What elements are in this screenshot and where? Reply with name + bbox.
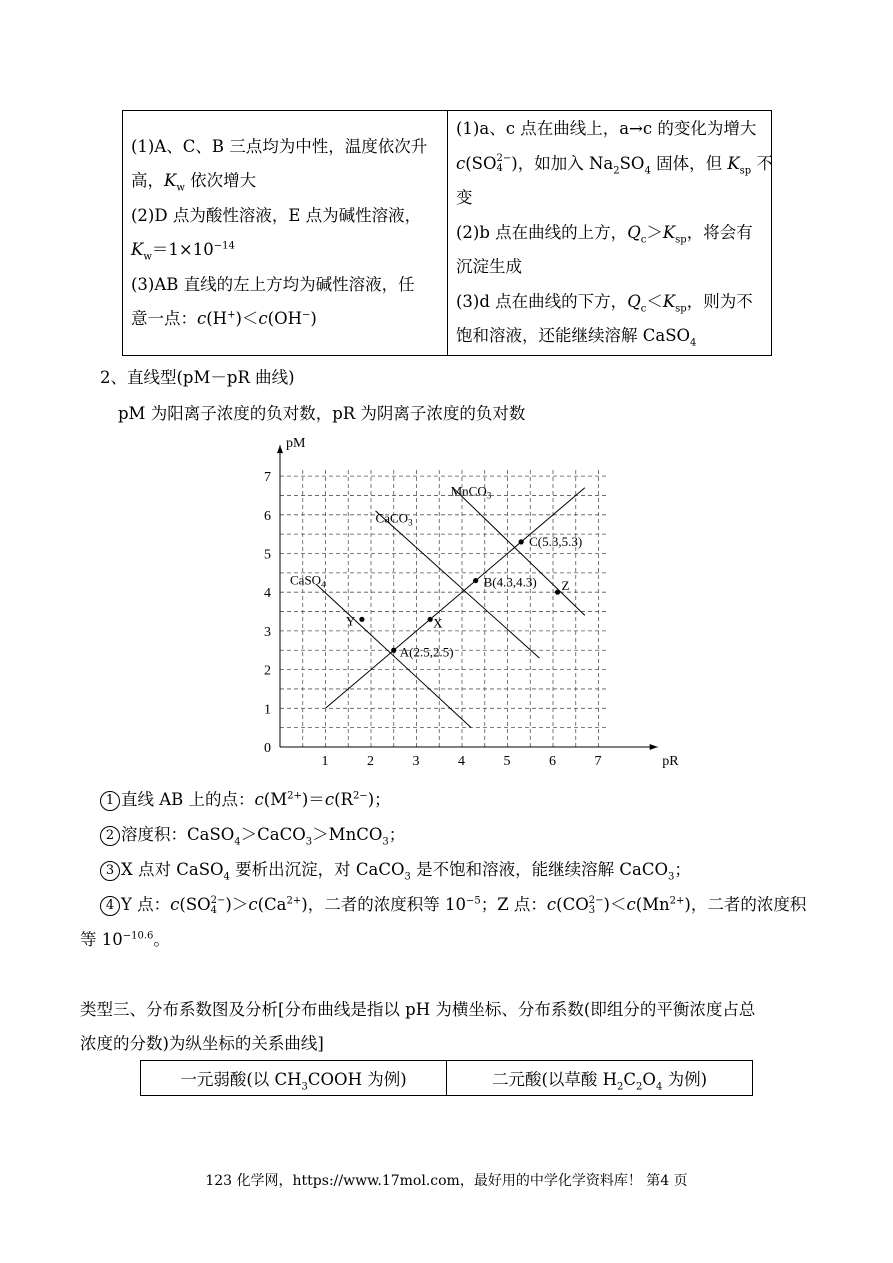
comparison-table <box>122 110 772 356</box>
text-line: (3)AB 直线的左上方均为碱性溶液，任 <box>131 274 415 294</box>
point-label: B(4.3,4.3) <box>483 574 537 590</box>
y-tick-label: 0 <box>264 741 271 756</box>
x-tick-label: 6 <box>549 754 556 769</box>
circled-number: 2 <box>100 826 120 846</box>
text-line: (2)b 点在曲线的上方，$Q_c>K_{sp}$，将会有 <box>456 222 753 246</box>
text-line: 饱和溶液，还能继续溶解 CaSO$_4$ <box>456 326 697 349</box>
point-label: Y <box>345 613 356 629</box>
pm-pr-chart <box>250 432 679 772</box>
list-item-continuation: 等 $10^{-10.6}$。 <box>80 930 170 949</box>
x-tick-label: 1 <box>321 754 329 769</box>
text-line: 变 <box>456 188 473 208</box>
text-line: (1)A、C、B 三点均为中性，温度依次升 <box>131 136 428 156</box>
y-tick-label: 7 <box>264 470 271 486</box>
text-line: c(SO 2− 4 )，如加入 $Na_2SO_4$ 固体，但 $K_{sp}$ 不 <box>456 153 773 177</box>
text-line: 意一点：c(H+)＜c(OH−) <box>131 309 317 328</box>
circled-number: 3 <box>100 861 120 881</box>
x-tick-label: 3 <box>412 754 420 769</box>
point-label: X <box>433 615 443 631</box>
list-item: 3 X 点对 CaSO$_4$ 要析出沉淀，对 CaCO$_3$ 是不饱和溶液，能继续溶解 CaCO$_3$； <box>100 856 691 881</box>
data-point <box>473 578 478 583</box>
y-tick-label: 2 <box>264 663 271 679</box>
point-label: Z <box>561 578 570 594</box>
data-point <box>555 590 560 595</box>
y-tick-label: 3 <box>264 624 271 640</box>
x-axis-arrow <box>650 744 658 750</box>
data-point <box>359 617 364 622</box>
y-tick-label: 5 <box>264 547 271 563</box>
text-line: 沉淀生成 <box>456 257 522 277</box>
section-heading-continuation: 浓度的分数)为纵坐标的关系曲线] <box>80 1034 324 1053</box>
table-cell: 一元弱酸(以 $CH_3COOH$ 为例) <box>141 1061 447 1096</box>
y-axis-label: pM <box>286 436 306 452</box>
section-description: pM 为阳离子浓度的负对数，pR 为阴离子浓度的负对数 <box>118 404 526 423</box>
text-line: $K_w=1\times 10^{-14}$ <box>131 240 235 263</box>
text-line: (3)d 点在曲线的下方，$Q_c<K_{sp}$，则为不 <box>456 291 753 315</box>
table-cell-left <box>123 111 448 356</box>
data-point <box>428 617 433 622</box>
point-label: C(5.3,5.3) <box>529 533 583 549</box>
y-tick-label: 1 <box>264 702 271 718</box>
caso4-label: CaSO$_4$ <box>290 572 326 590</box>
series-line-mnco3 <box>453 488 585 616</box>
data-point <box>391 648 396 653</box>
text-line: (1)a、c 点在曲线上，a→c 的变化为增大 <box>456 119 757 139</box>
point-label: A(2.5,2.5) <box>399 644 454 660</box>
circled-number: 1 <box>100 791 120 811</box>
x-axis-label: pR <box>662 754 679 769</box>
mnco3-label: MnCO$_3$ <box>450 483 492 501</box>
list-item: 1 直线 AB 上的点：$c(M^{2+})=c(R^{2-})$； <box>100 786 391 811</box>
text-line: (2)D 点为酸性溶液，E 点为碱性溶液， <box>131 205 422 225</box>
page-footer: 123 化学网，https://www.17mol.com，最好用的中学化学资料库！ 第4 页 <box>205 1173 688 1189</box>
acid-types-table <box>140 1060 753 1096</box>
x-tick-label: 4 <box>458 754 465 769</box>
section-heading: 2、直线型(pM－pR 曲线) <box>100 368 295 387</box>
x-tick-label: 5 <box>503 754 511 769</box>
y-axis-arrow <box>277 445 283 453</box>
text-line: 高，$K_w$ 依次增大 <box>131 171 257 194</box>
list-item: 2 溶度积：CaSO$_4$＞CaCO$_3$＞MnCO$_3$； <box>100 821 405 846</box>
x-tick-label: 2 <box>367 754 374 769</box>
x-tick-label: 7 <box>594 754 602 769</box>
table-cell: 二元酸(以草酸 $H_2C_2O_4$ 为例) <box>447 1061 753 1096</box>
caco3-label: CaCO$_3$ <box>375 510 413 528</box>
series-line-ab <box>326 488 585 709</box>
circled-number: 4 <box>100 896 120 916</box>
y-tick-label: 4 <box>264 586 271 602</box>
y-tick-label: 6 <box>264 508 271 524</box>
section-heading: 类型三、分布系数图及分析[分布曲线是指以 pH 为横坐标、分布系数(即组分的平衡浓度占总 <box>80 1000 756 1019</box>
table-cell-right <box>448 111 772 356</box>
list-item: 4 Y 点：c(SO 2− 4 )$>c(Ca^{2+})$，二者的浓度积等 $10^{-5}$；Z 点：c(CO 2− 3 )$<c(Mn^{2+})$，二者的浓度积 <box>100 891 806 916</box>
data-point <box>519 539 524 544</box>
